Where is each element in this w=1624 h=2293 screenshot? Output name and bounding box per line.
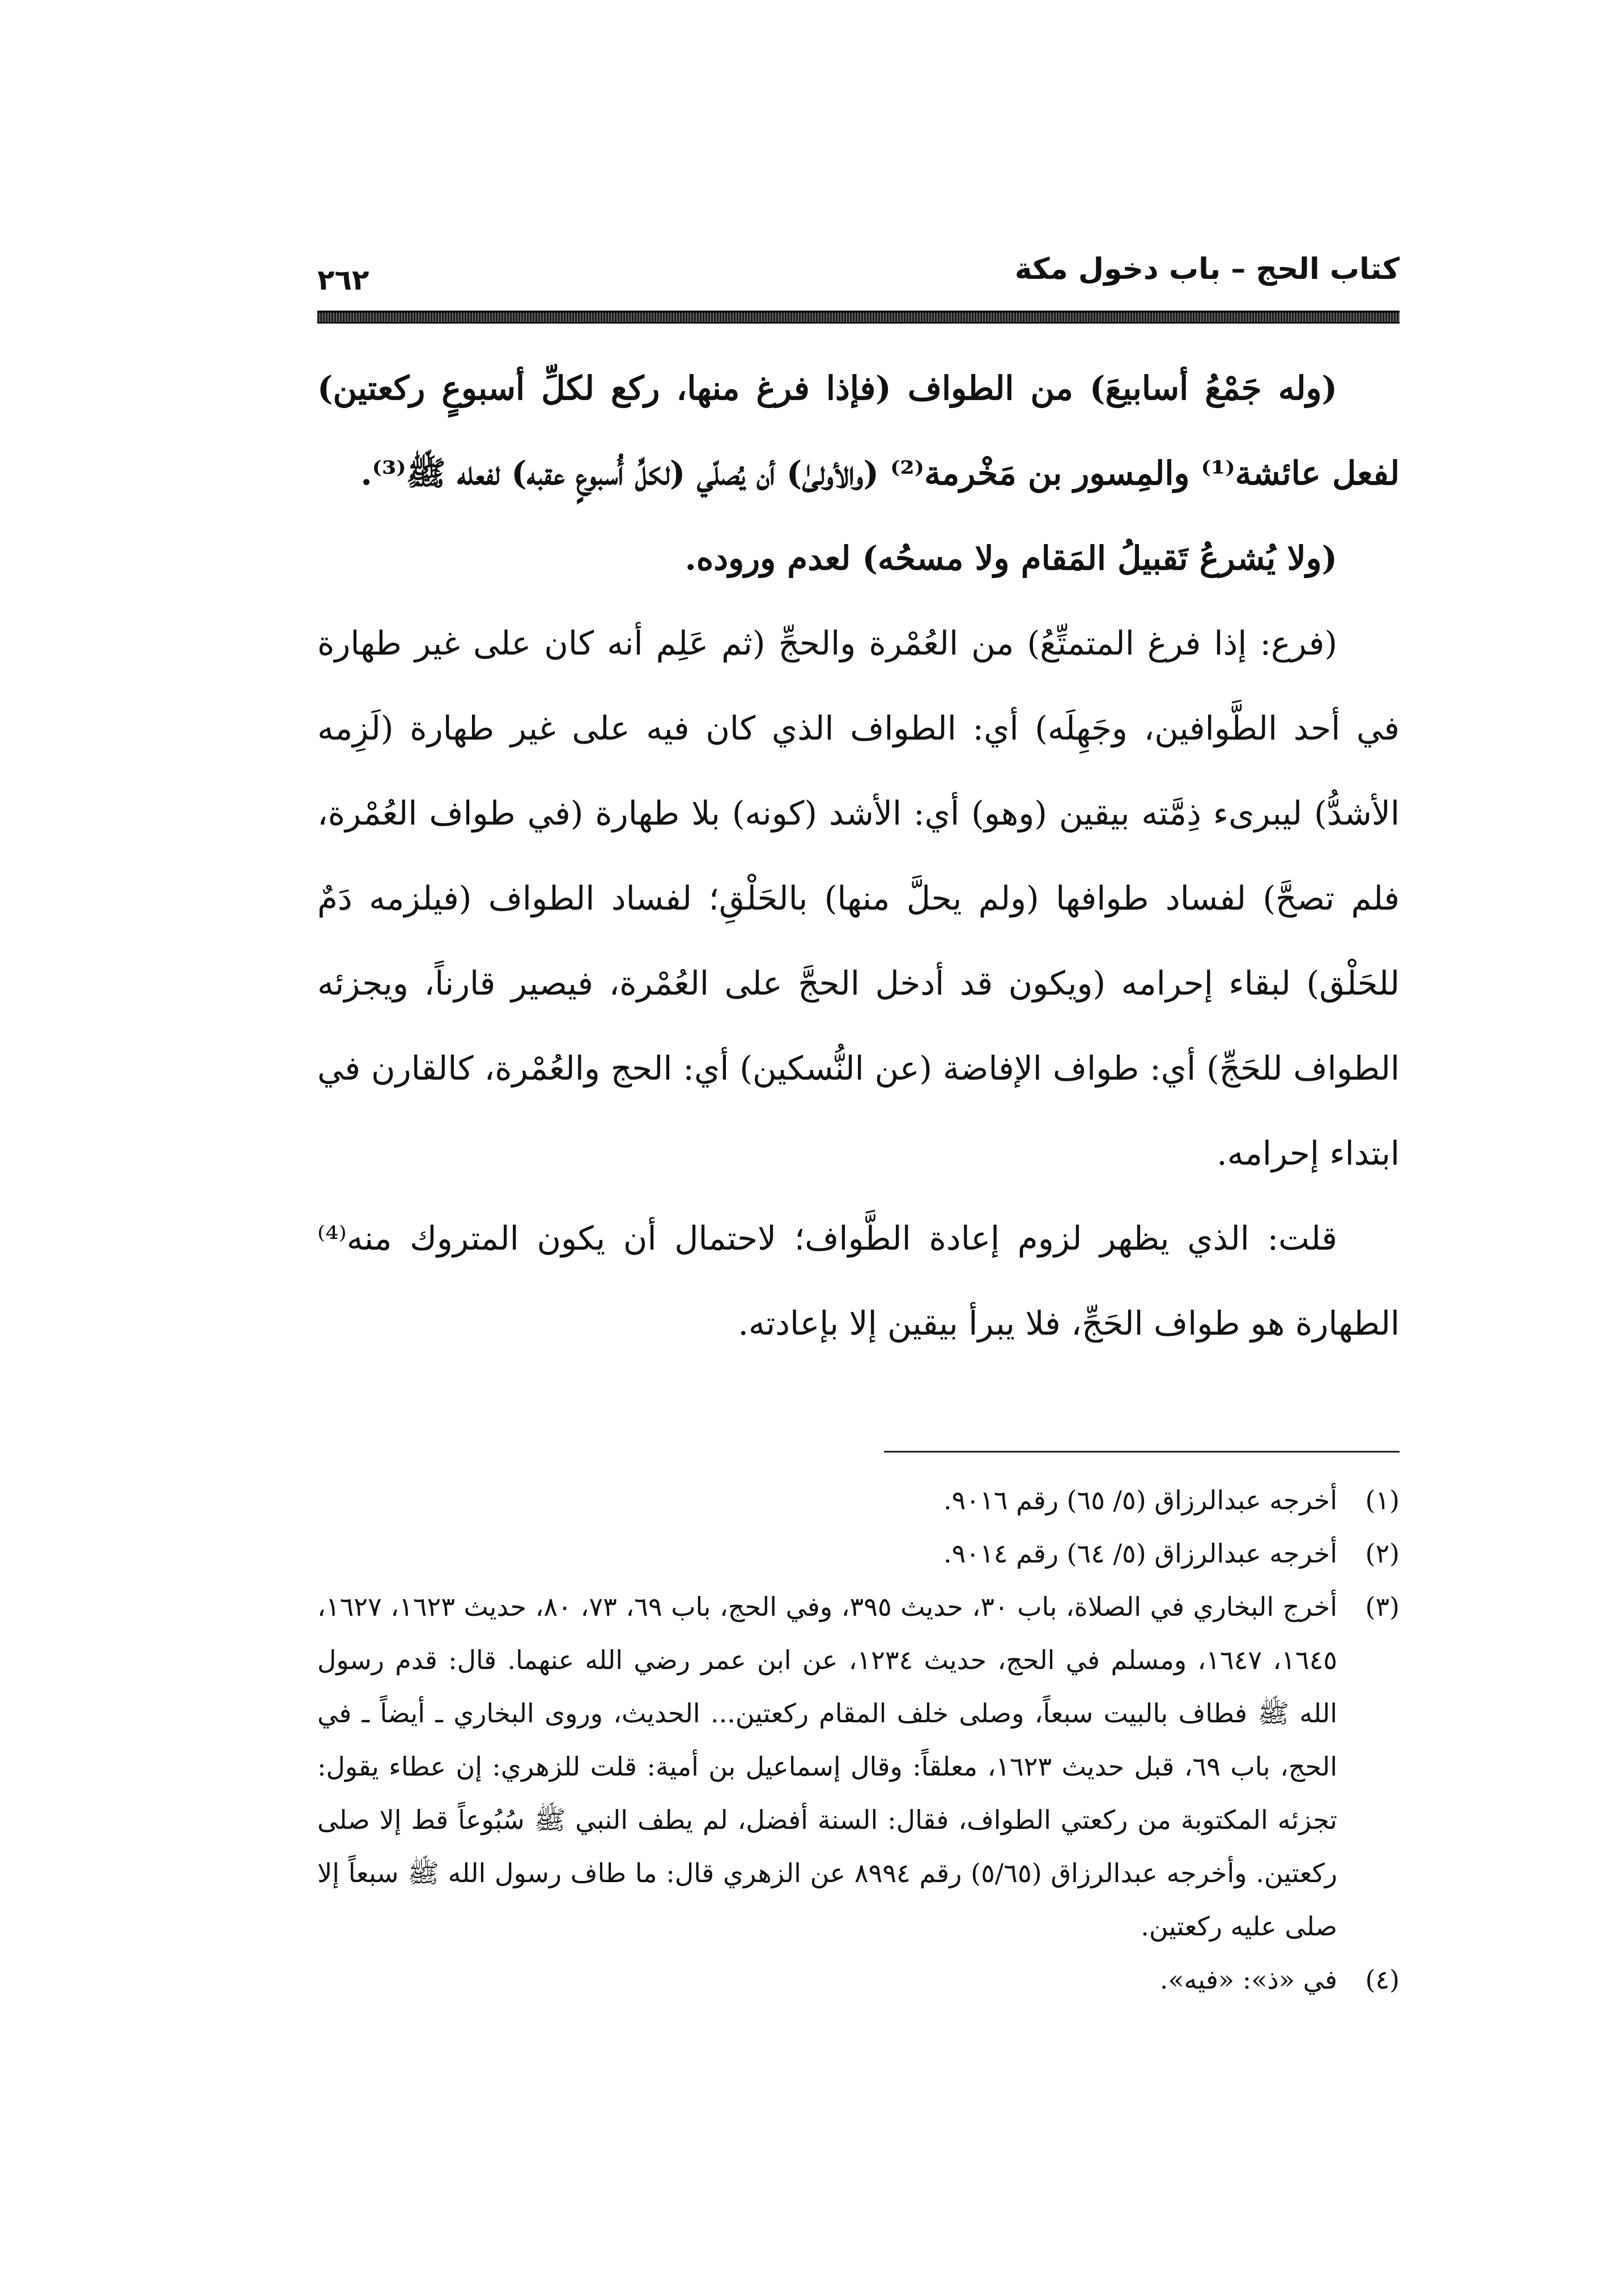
footnote-text: أخرجه عبدالرزاق (٥/ ٦٤) رقم ٩٠١٤. xyxy=(943,1538,1337,1569)
footnote xyxy=(317,1474,1400,1527)
footnote-number: (٤) xyxy=(1365,1964,1400,1995)
footnote-text: أخرج البخاري في الصلاة، باب ٣٠، حديث ٣٩٥، وفي الحج، باب ٦٩، ٧٣، ٨٠، حديث ١٦٢٣، ١٦٢٧، ١٦٤٥، ١٦٤٧، ومسلم في الحج، حديث ١٢٣٤، عن ابن عمر رضي الله عنهما. قال: قدم رسول الله ﷺ فطاف بالبيت سبعاً، وصلى خلف المقام ركعتين... الحديث، وروى البخاري ـ أيضاً ـ في الحج، باب ٦٩، قبل حديث ١٦٢٣، معلقاً: وقال إسماعيل بن أمية: قلت للزهري: إن عطاء يقول: تجزئه المكتوبة من ركعتي الطواف، فقال: السنة أفضل، لم يطف النبي ﷺ سُبُوعاً قط إلا صلى ركعتين. وأخرجه عبدالرزاق (٥/٦٥) رقم ٨٩٩٤ عن الزهري قال: ما طاف رسول الله ﷺ سبعاً إلا صلى عليه ركعتين. xyxy=(317,1591,1338,1942)
header-rule xyxy=(317,311,1400,324)
footnote-number: (١) xyxy=(1365,1485,1400,1515)
paragraph: (وله جَمْعُ أسابيعَ) من الطواف (فإذا فرغ منها، ركع لكلِّ أسبوعٍ ركعتين) لفعل عائشة⁽¹⁾ والمِسور بن مَخْرمة⁽²⁾ (والأولىٰ) أن يُصلّي (لكلِّ أُسبوعٍ عقبه) لفعله ﷺ⁽³⁾. xyxy=(317,369,1400,492)
page-number: ٢٦٢ xyxy=(317,264,369,296)
running-header xyxy=(317,249,1400,300)
main-text xyxy=(317,346,1400,1366)
footnote xyxy=(317,1527,1400,1580)
footnote xyxy=(317,1953,1400,2006)
footnote-number: (٣) xyxy=(1365,1591,1400,1622)
footnote-text: أخرجه عبدالرزاق (٥/ ٦٥) رقم ٩٠١٦. xyxy=(943,1485,1337,1515)
paragraph: (ولا يُشرعُ تَقبيلُ المَقام ولا مسحُه) لعدم وروده. xyxy=(685,539,1337,578)
paragraph: (فرع: إذا فرغ المتمتِّعُ) من العُمْرة والحجِّ (ثم عَلِم أنه كان على غير طهارة في أحد الطَّوافين، وجَهِلَه) أي: الطواف الذي كان فيه على غير طهارة (لَزِمه الأشدُّ) ليبرىء ذِمَّته بيقين (وهو) أي: الأشد (كونه) بلا طهارة (في طواف العُمْرة، فلم تصحَّ) لفساد طوافها (ولم يحلَّ منها) بالحَلْقِ؛ لفساد الطواف (فيلزمه دَمٌ للحَلْق) لبقاء إحرامه (ويكون قد أدخل الحجَّ على العُمْرة، فيصير قارناً، ويجزئه الطواف للحَجِّ) أي: طواف الإفاضة (عن النُّسكين) أي: الحج والعُمْرة، كالقارن في ابتداء إحرامه. xyxy=(317,624,1400,1173)
footnote-text: في «ذ»: «فيه». xyxy=(1159,1964,1337,1995)
footnote-separator xyxy=(884,1451,1400,1453)
footnote-number: (٢) xyxy=(1365,1538,1400,1569)
footnotes xyxy=(317,1474,1400,2006)
footnote xyxy=(317,1580,1400,1953)
chapter-title: كتاب الحج – باب دخول مكة xyxy=(1014,252,1400,286)
paragraph: قلت: الذي يظهر لزوم إعادة الطَّواف؛ لاحتمال أن يكون المتروك منه⁽⁴⁾ الطهارة هو طواف الحَجِّ، فلا يبرأ بيقين إلا بإعادته. xyxy=(317,1219,1400,1343)
